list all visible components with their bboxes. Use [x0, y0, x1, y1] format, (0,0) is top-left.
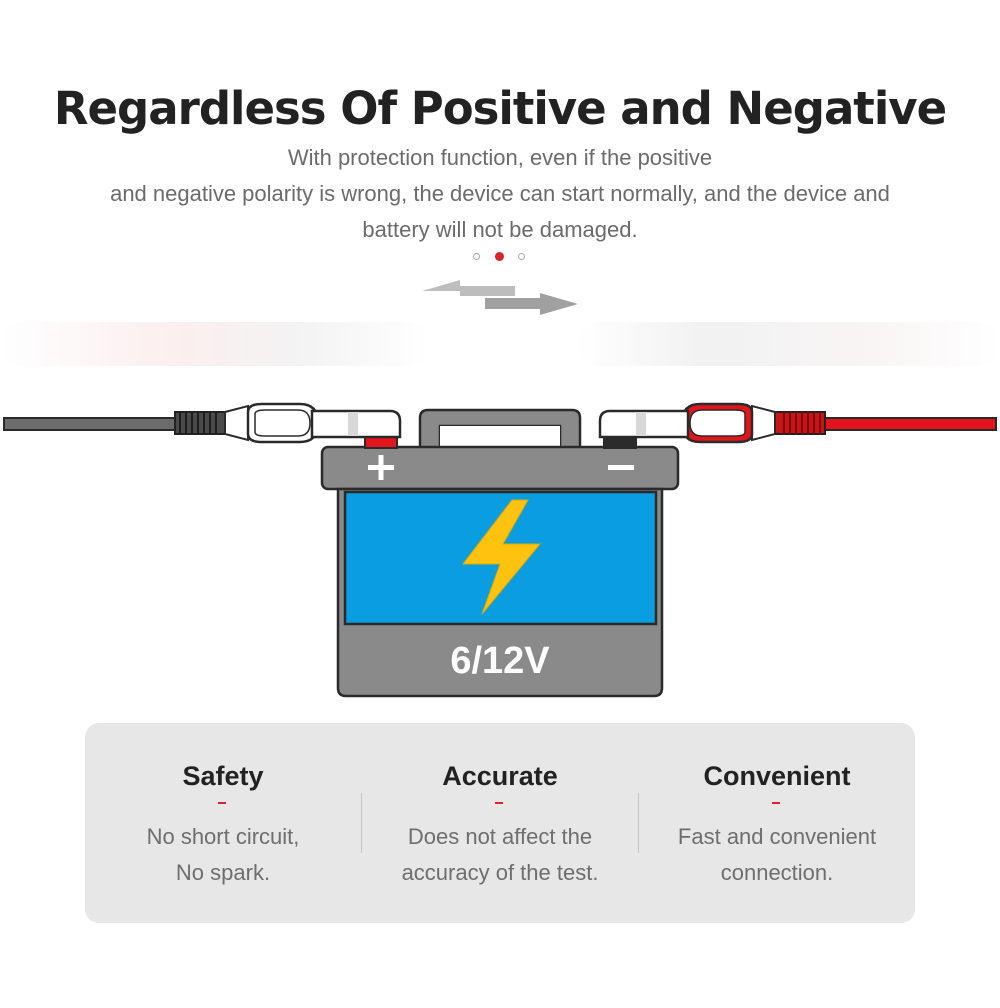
- feature-line: Fast and convenient: [677, 824, 877, 849]
- feature-description: [85, 819, 361, 891]
- feature-title: Convenient: [703, 761, 851, 791]
- feature-line: No spark.: [175, 860, 271, 885]
- feature-line: accuracy of the test.: [401, 860, 599, 885]
- carousel-indicator: [470, 253, 530, 265]
- feature-convenient: [639, 723, 915, 923]
- carousel-dot-1[interactable]: [473, 253, 480, 260]
- feature-line: No short circuit,: [146, 824, 300, 849]
- subtitle-line-2: and negative polarity is wrong, the device can start normally, and the device and: [110, 181, 890, 206]
- feature-description: [362, 819, 638, 891]
- page-title: Regardless Of Positive and Negative: [53, 82, 947, 135]
- feature-accurate: [362, 723, 638, 923]
- feature-title: Accurate: [442, 761, 558, 791]
- feature-dash: [495, 802, 503, 804]
- feature-dash: [772, 802, 780, 804]
- feature-title: Safety: [182, 761, 264, 791]
- carousel-dot-3[interactable]: [518, 253, 525, 260]
- black-clip-left: [4, 404, 400, 442]
- carousel-dot-2-active[interactable]: [495, 252, 504, 261]
- feature-dash: [218, 802, 226, 804]
- subtitle-line-3: battery will not be damaged.: [362, 217, 638, 242]
- swap-arrows-icon: [422, 280, 578, 315]
- subtitle-line-1: With protection function, even if the positive: [287, 145, 713, 170]
- battery-voltage-label: 6/12V: [450, 640, 550, 682]
- feature-line: Does not affect the: [407, 824, 593, 849]
- features-panel: [85, 723, 915, 923]
- feature-line: connection.: [720, 860, 834, 885]
- feature-description: [639, 819, 915, 891]
- feature-safety: [85, 723, 361, 923]
- negative-terminal-symbol: [608, 465, 634, 470]
- red-clip-right: [600, 404, 996, 442]
